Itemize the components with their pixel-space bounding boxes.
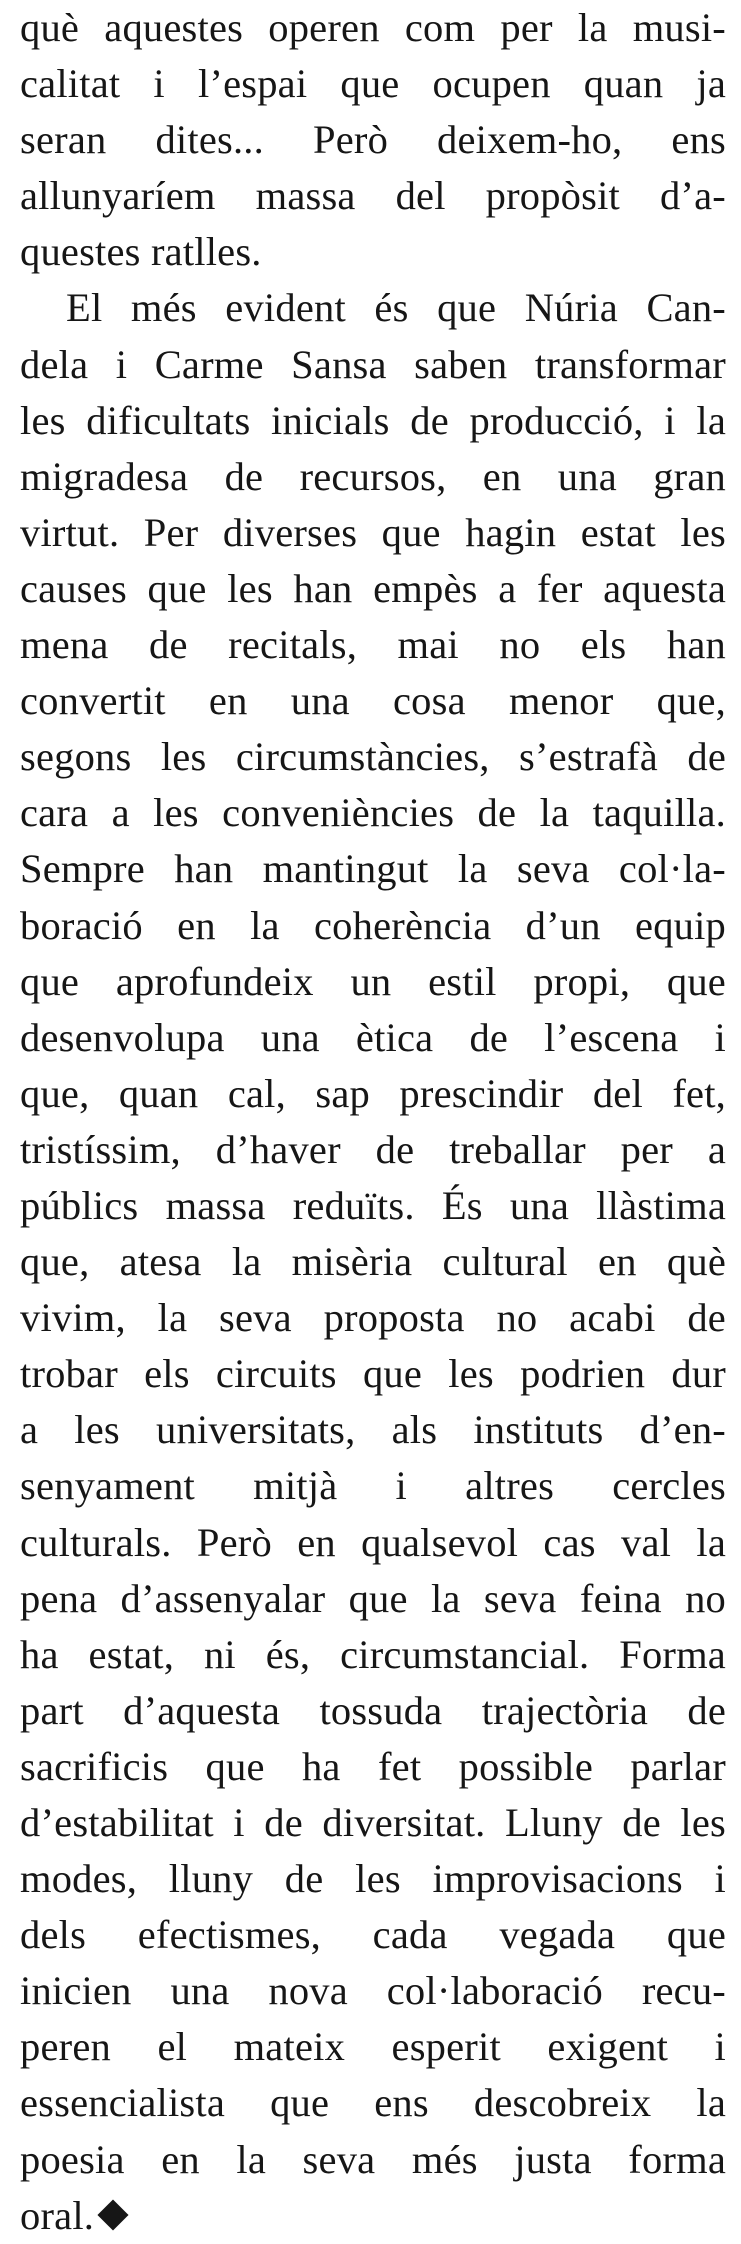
text-line: boració en la coherència d’un equip	[20, 902, 726, 948]
paragraph-2	[20, 280, 726, 2243]
text-line: dels efectismes, cada vegada que	[20, 1912, 726, 1958]
text-line: part d’aquesta tossuda trajectòria de	[20, 1687, 726, 1733]
text-line: convertit en una cosa menor que,	[20, 678, 726, 724]
black-diamond-icon	[98, 2199, 129, 2230]
text-line: segons les circumstàncies, s’estrafà de	[20, 734, 726, 780]
text-line: Sempre han mantingut la seva col·la-	[20, 846, 726, 892]
text-line: senyament mitjà i altres cercles	[20, 1463, 726, 1509]
text-line: modes, lluny de les improvisacions i	[20, 1856, 726, 1902]
text-line: migradesa de recursos, en una gran	[20, 453, 726, 499]
text-line: que, quan cal, sap prescindir del fet,	[20, 1070, 726, 1116]
text-line: allunyaríem massa del propòsit d’a-	[20, 173, 726, 219]
paragraph-1	[20, 0, 726, 280]
text-line: questes ratlles.	[20, 229, 262, 275]
text-line: trobar els circuits que les podrien dur	[20, 1351, 726, 1397]
text-line: tristíssim, d’haver de treballar per a	[20, 1126, 726, 1172]
text-line: inicien una nova col·laboració recu-	[20, 1968, 726, 2014]
text-line: que, atesa la misèria cultural en què	[20, 1239, 726, 1285]
text-line: que aprofundeix un estil propi, que	[20, 958, 726, 1004]
text-line: d’estabilitat i de diversitat. Lluny de les	[20, 1800, 726, 1845]
text-line: calitat i l’espai que ocupen quan ja	[20, 61, 726, 107]
text-line: les dificultats inicials de producció, i la	[20, 397, 726, 443]
text-line: vivim, la seva proposta no acabi de	[20, 1295, 726, 1341]
text-line: públics massa reduïts. És una llàstima	[20, 1182, 726, 1228]
text-line: mena de recitals, mai no els han	[20, 622, 726, 668]
text-line: causes que les han empès a fer aquesta	[20, 565, 726, 611]
text-line: essencialista que ens descobreix la	[20, 2080, 726, 2126]
text-line: què aquestes operen com per la musi-	[20, 5, 726, 50]
text-line: dela i Carme Sansa saben transformar	[20, 341, 726, 387]
last-line	[20, 2188, 726, 2244]
text-page	[20, 0, 726, 2238]
last-line-text: oral.	[20, 2192, 95, 2238]
text-line: pena d’assenyalar que la seva feina no	[20, 1575, 726, 1621]
text-line: peren el mateix esperit exigent i	[20, 2024, 726, 2070]
text-line: desenvolupa una ètica de l’escena i	[20, 1014, 726, 1060]
text-line: virtut. Per diverses que hagin estat les	[20, 509, 726, 555]
text-line: poesia en la seva més justa forma	[20, 2136, 726, 2182]
text-line: cara a les conveniències de la taquilla.	[20, 790, 726, 836]
text-line: El més evident és que Núria Can-	[66, 285, 726, 331]
text-line: a les universitats, als instituts d’en-	[20, 1407, 726, 1453]
text-line: culturals. Però en qualsevol cas val la	[20, 1519, 726, 1565]
text-line: seran dites... Però deixem-ho, ens	[20, 117, 726, 163]
text-line: ha estat, ni és, circumstancial. Forma	[20, 1631, 726, 1677]
text-line: sacrificis que ha fet possible parlar	[20, 1743, 726, 1789]
